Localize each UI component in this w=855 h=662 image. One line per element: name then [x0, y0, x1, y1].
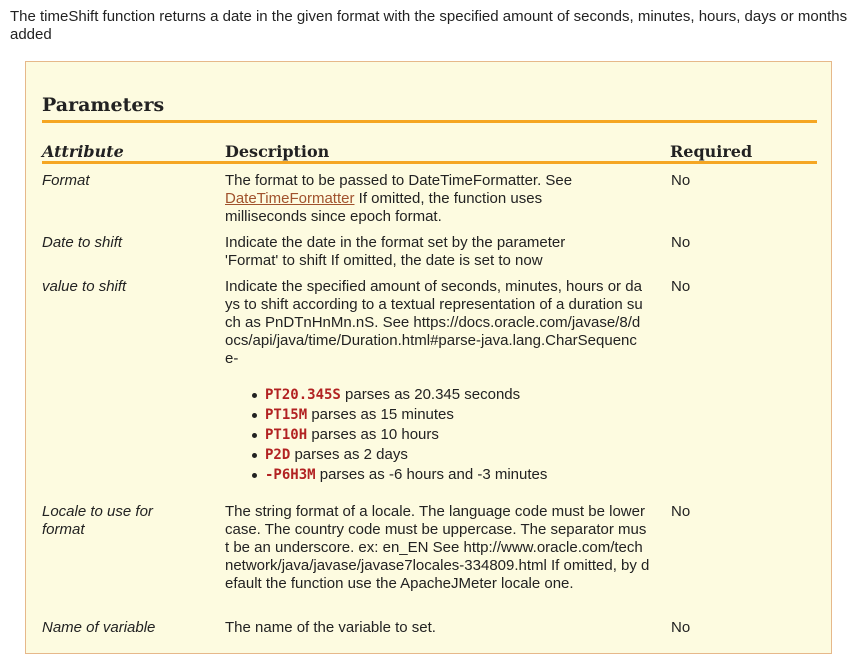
row-date-description: Indicate the date in the format set by the parameter 'Format' to shift If omitted, the date is set to now: [225, 234, 566, 269]
row-locale-required: No: [671, 503, 691, 520]
example-text: parses as 10 hours: [307, 426, 439, 443]
datetimeformatter-link[interactable]: DateTimeFormatter: [225, 190, 355, 207]
row-date-attribute: Date to shift: [42, 234, 123, 251]
row-variable-required: No: [671, 619, 691, 636]
list-item: [225, 385, 645, 405]
row-format-attribute: Format: [42, 172, 90, 189]
row-locale-description: The string format of a locale. The language code must be lowercase. The country code must be uppercase. The separator must be an underscore. ex: en_EN See http://www.oracle.com/technetwork/java/javase/javase7locales-334809.html If omitted, by default the function use the ApacheJMeter locale one.: [225, 503, 650, 592]
section-title: Parameters: [42, 94, 165, 116]
row-format-description: [225, 172, 585, 226]
row-value-attribute: value to shift: [42, 278, 127, 295]
example-text: parses as 15 minutes: [307, 406, 454, 423]
header-underline: [42, 161, 817, 164]
example-code: PT15M: [265, 407, 308, 423]
header-description: Description: [225, 142, 330, 161]
example-text: parses as 20.345 seconds: [340, 386, 521, 403]
example-code: P2D: [265, 447, 291, 463]
list-item: [225, 465, 645, 485]
example-code: PT10H: [265, 427, 308, 443]
desc-text: Indicate the specified amount of seconds, minutes, hours or days to shift according to a textual representation of a duration such as PnDTnHnMn.nS. See https://docs.oracle.com/javase/8/docs/api/java/time/Duration.html#parse-java.lang.CharSequence-: [225, 278, 643, 367]
row-date-required: No: [671, 234, 691, 251]
row-variable-attribute: Name of variable: [42, 619, 156, 636]
example-code: -P6H3M: [265, 467, 316, 483]
row-value-description: [225, 278, 645, 368]
row-variable-description: The name of the variable to set.: [225, 619, 436, 636]
row-value-required: No: [671, 278, 691, 295]
function-description: The timeShift function returns a date in the given format with the specified amount of seconds, minutes, hours, days or months added: [10, 8, 848, 43]
list-item: [225, 405, 645, 425]
list-item: [225, 445, 645, 465]
example-text: parses as -6 hours and -3 minutes: [315, 466, 548, 483]
header-attribute: Attribute: [42, 142, 124, 161]
row-format-required: No: [671, 172, 691, 189]
duration-examples-list: [225, 385, 645, 485]
list-item: [225, 425, 645, 445]
example-code: PT20.345S: [265, 387, 341, 403]
desc-text: If omitted, the function uses milliseconds since epoch format.: [225, 190, 543, 225]
parameters-panel: [25, 61, 832, 654]
title-underline: [42, 120, 817, 123]
header-required: Required: [670, 142, 753, 161]
row-locale-attribute: Locale to use for format: [42, 503, 153, 538]
example-text: parses as 2 days: [290, 446, 408, 463]
desc-text: The format to be passed to DateTimeFormatter. See: [225, 172, 573, 189]
